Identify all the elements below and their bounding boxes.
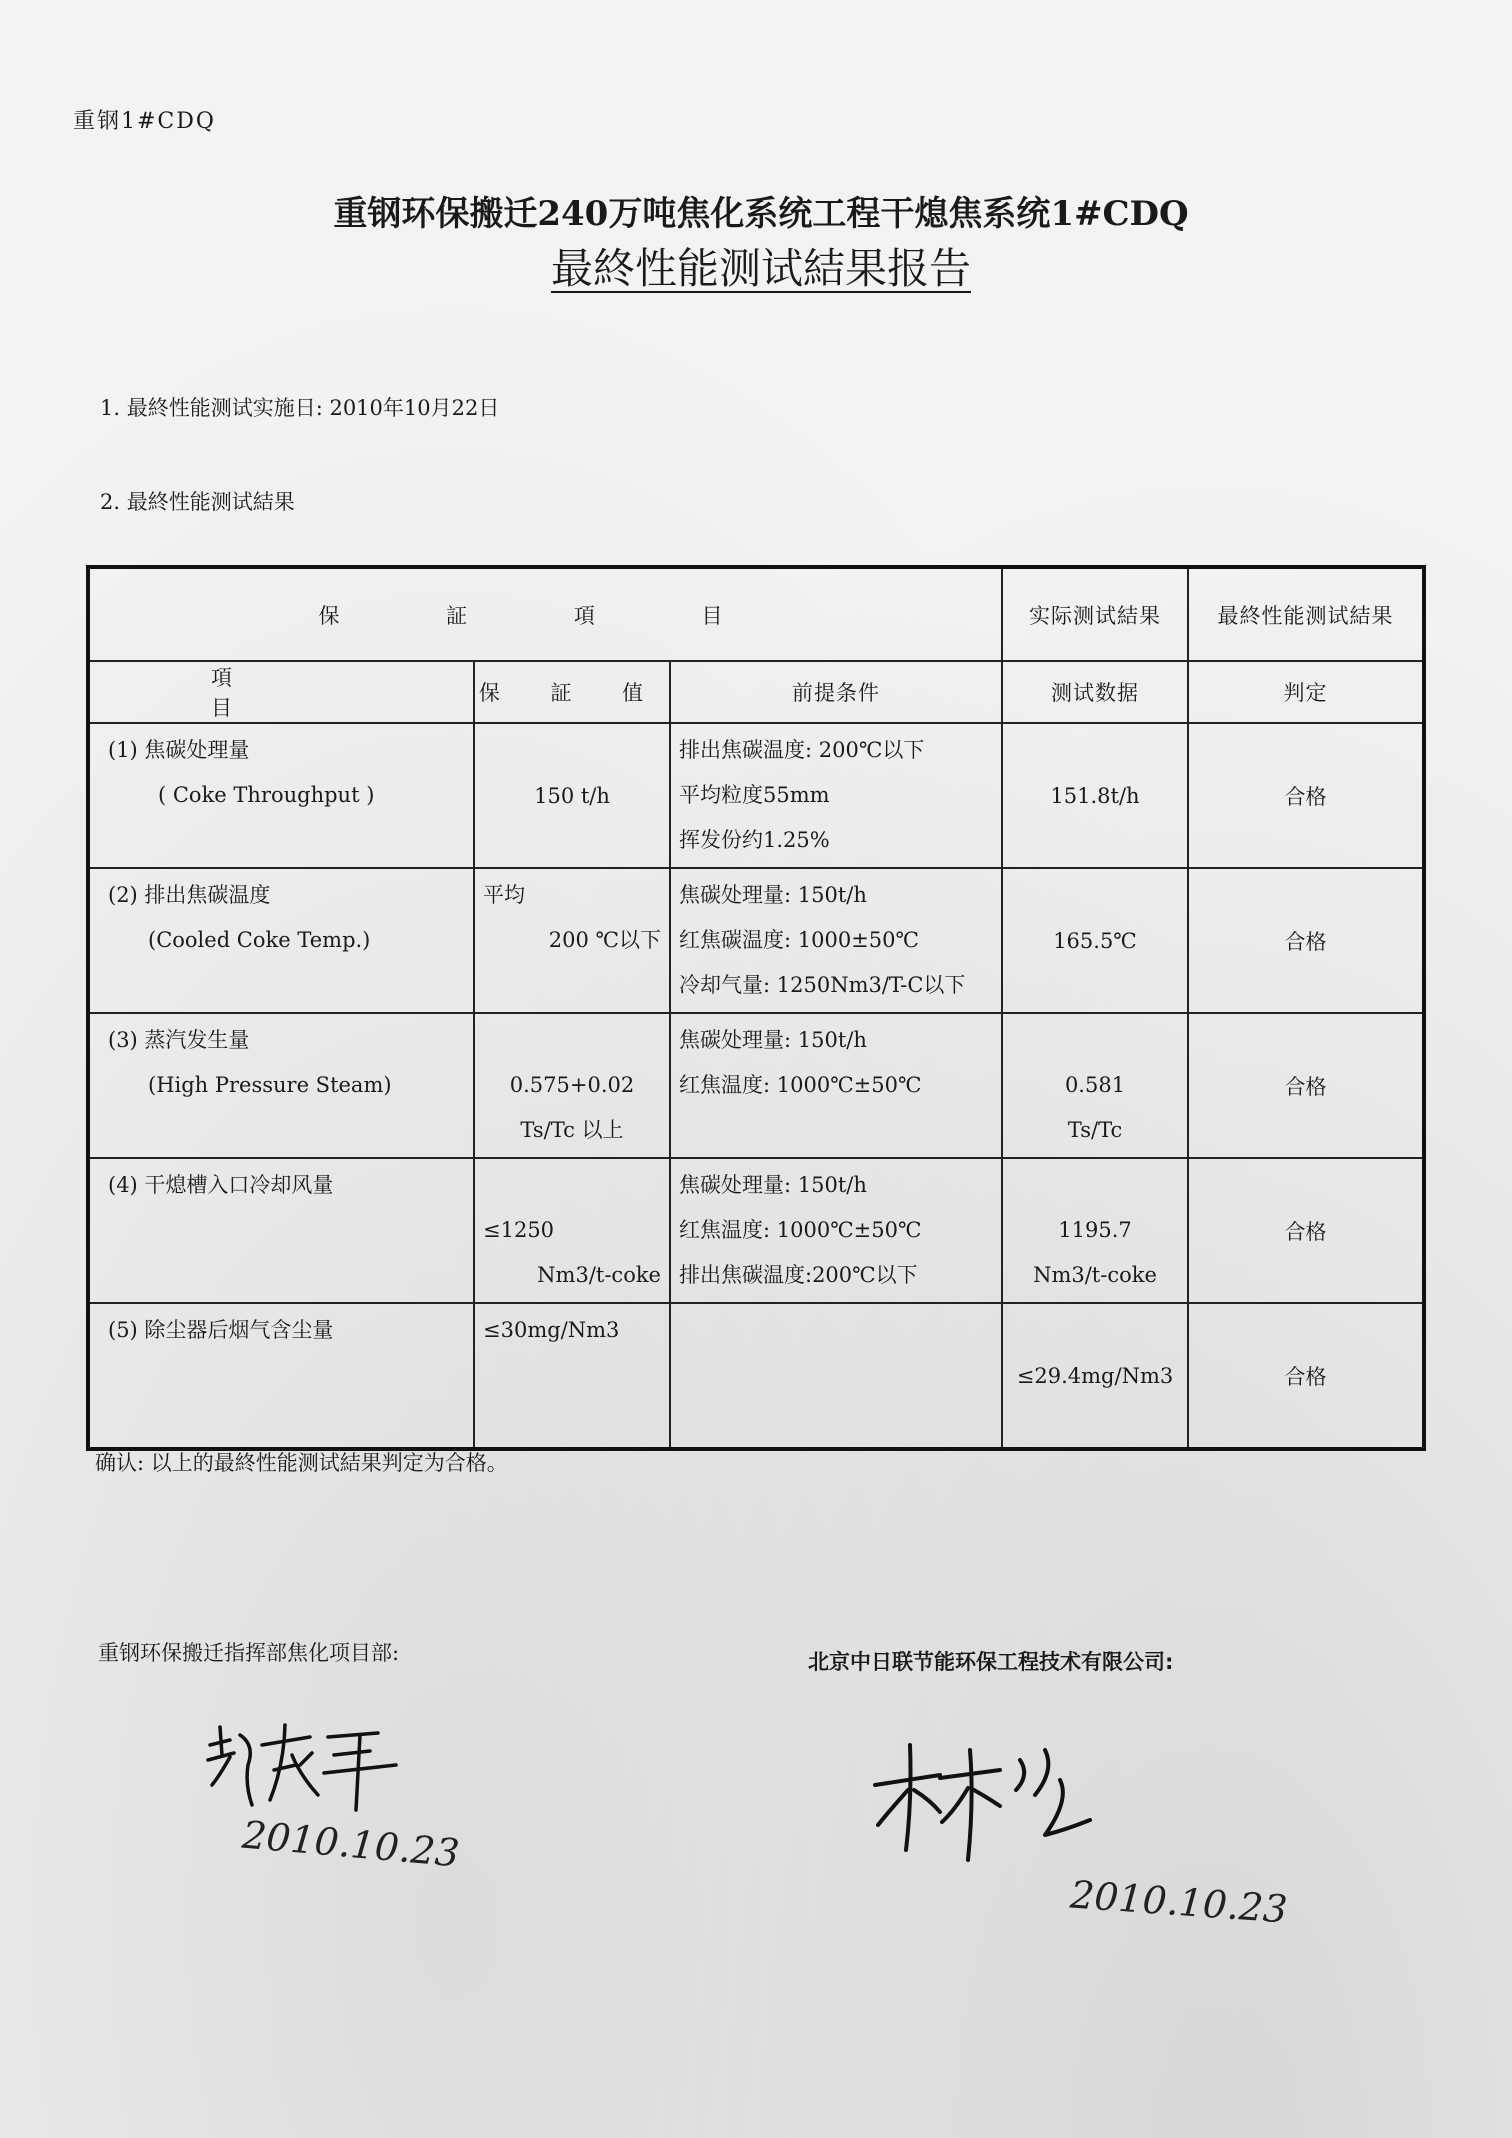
item-name: (4) 干熄槽入口冷却风量	[108, 1173, 334, 1197]
test-date-line: 1. 最終性能测试实施日: 2010年10月22日	[100, 396, 500, 420]
guarantee-value: 0.575+0.02	[509, 1073, 635, 1097]
date-right-handwritten: 2010.10.23	[1068, 1872, 1289, 1932]
judgement-cell	[1188, 1158, 1424, 1303]
condition-line: 平均粒度55mm	[679, 783, 830, 807]
item-cell	[88, 868, 474, 1013]
signing-party-right: 北京中日联节能环保工程技术有限公司:	[808, 1650, 1174, 1674]
item-cell	[88, 1013, 474, 1158]
guarantee-cell	[474, 1013, 670, 1158]
guarantee-cell	[474, 1158, 670, 1303]
col-judgement: 判定	[1188, 661, 1424, 723]
item-name: (3) 蒸汽发生量	[108, 1028, 250, 1052]
item-name: (5) 除尘器后烟气含尘量	[108, 1318, 334, 1342]
guarantee-value: 平均	[483, 883, 525, 907]
judgement-value: 合格	[1284, 1219, 1327, 1244]
conditions-cell	[670, 723, 1002, 868]
date-left-handwritten: 2010.10.23	[240, 1812, 462, 1876]
header-actual-results: 实际测试結果	[1002, 567, 1188, 661]
conditions-cell	[670, 868, 1002, 1013]
data-cell	[1002, 1303, 1188, 1449]
data-cell	[1002, 1158, 1188, 1303]
guarantee-value: Ts/Tc 以上	[520, 1118, 624, 1142]
table-subheader-row	[88, 661, 1424, 723]
test-data-value: 151.8t/h	[1050, 783, 1140, 808]
condition-line: 焦碳处理量: 150t/h	[679, 1028, 867, 1052]
guarantee-value: ≤1250	[483, 1218, 555, 1242]
condition-line: 冷却气量: 1250Nm3/T-C以下	[679, 973, 966, 997]
judgement-cell	[1188, 723, 1424, 868]
condition-line: 红焦温度: 1000℃±50℃	[679, 1218, 922, 1242]
conditions-cell	[670, 1013, 1002, 1158]
judgement-cell	[1188, 868, 1424, 1013]
document-code: 重钢1#CDQ	[73, 109, 216, 134]
table-row	[88, 723, 1424, 868]
item-cell	[88, 723, 474, 868]
test-data-value: ≤29.4mg/Nm3	[1016, 1363, 1174, 1388]
condition-line: 排出焦碳温度:200℃以下	[679, 1263, 918, 1287]
item-cell	[88, 1303, 474, 1449]
report-title: 重钢环保搬迁240万吨焦化系统工程干熄焦系统1#CDQ	[333, 194, 1189, 234]
judgement-cell	[1188, 1303, 1424, 1449]
condition-line: 红焦温度: 1000℃±50℃	[679, 1073, 922, 1097]
signature-right-image	[870, 1740, 1100, 1870]
guarantee-value: ≤30mg/Nm3	[483, 1318, 620, 1342]
condition-line: 红焦碳温度: 1000±50℃	[679, 928, 920, 952]
confirmation-statement: 确认: 以上的最終性能测试結果判定为合格。	[95, 1451, 508, 1475]
guarantee-cell	[474, 868, 670, 1013]
condition-line: 排出焦碳温度: 200℃以下	[679, 738, 925, 762]
header-guarantee-items: 保 証 項 目	[88, 567, 1002, 661]
guarantee-unit: Nm3/t-coke	[537, 1263, 661, 1287]
judgement-value: 合格	[1284, 929, 1327, 954]
item-english: (High Pressure Steam)	[148, 1073, 392, 1097]
report-subtitle	[0, 236, 1512, 296]
item-english: (Cooled Coke Temp.)	[148, 928, 371, 952]
table-row	[88, 1158, 1424, 1303]
judgement-value: 合格	[1284, 1364, 1327, 1389]
guarantee-value: 150 t/h	[534, 783, 610, 808]
table-row	[88, 868, 1424, 1013]
condition-line: 焦碳处理量: 150t/h	[679, 883, 867, 907]
guarantee-cell	[474, 723, 670, 868]
test-data-unit: Nm3/t-coke	[1033, 1263, 1157, 1287]
test-data-unit: Ts/Tc	[1067, 1118, 1123, 1142]
conditions-cell	[670, 1158, 1002, 1303]
col-item: 項 目	[88, 661, 474, 723]
results-table	[86, 565, 1426, 1451]
guarantee-value: 200 ℃以下	[548, 928, 661, 952]
item-name: (2) 排出焦碳温度	[108, 883, 271, 907]
table-row	[88, 1303, 1424, 1449]
signature-left-image	[200, 1715, 410, 1815]
results-heading: 2. 最終性能测试結果	[100, 490, 295, 514]
judgement-value: 合格	[1284, 784, 1327, 809]
item-cell	[88, 1158, 474, 1303]
table-row	[88, 1013, 1424, 1158]
judgement-value: 合格	[1284, 1074, 1327, 1099]
item-english: ( Coke Throughput )	[158, 783, 375, 807]
guarantee-cell	[474, 1303, 670, 1449]
test-data-value: 0.581	[1064, 1073, 1126, 1097]
col-guarantee-value: 保 証 值	[474, 661, 670, 723]
col-conditions: 前提条件	[670, 661, 1002, 723]
test-data-value: 165.5℃	[1053, 928, 1137, 953]
conditions-cell	[670, 1303, 1002, 1449]
col-test-data: 测试数据	[1002, 661, 1188, 723]
data-cell	[1002, 723, 1188, 868]
data-cell	[1002, 868, 1188, 1013]
report-subtitle-text: 最終性能测试結果报告	[550, 244, 971, 293]
item-name: (1) 焦碳处理量	[108, 738, 250, 762]
test-data-value: 1195.7	[1058, 1218, 1132, 1242]
table-header-row	[88, 567, 1424, 661]
judgement-cell	[1188, 1013, 1424, 1158]
data-cell	[1002, 1013, 1188, 1158]
condition-line: 挥发份约1.25%	[679, 828, 830, 852]
signing-party-left: 重钢环保搬迁指挥部焦化项目部:	[98, 1641, 400, 1665]
header-final-results: 最終性能测试結果	[1188, 567, 1424, 661]
condition-line: 焦碳处理量: 150t/h	[679, 1173, 867, 1197]
